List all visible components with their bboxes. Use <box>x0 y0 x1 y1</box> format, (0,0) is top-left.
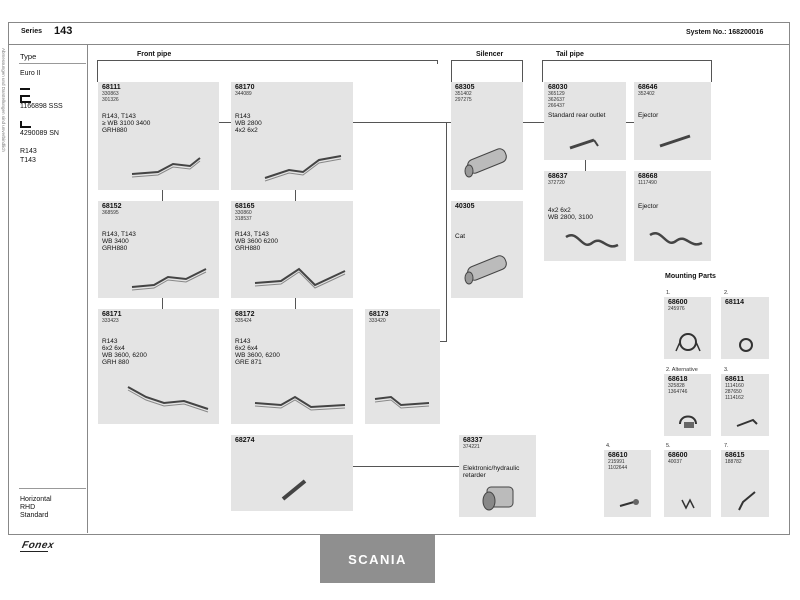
ref-number: 374221 <box>463 444 480 450</box>
part-desc: retarder <box>463 472 486 479</box>
ref-number: 333420 <box>369 318 386 324</box>
part-desc: GRH880 <box>235 245 261 252</box>
part-desc: WB 3600 6200 <box>235 238 279 245</box>
pipe-illustration <box>128 152 208 182</box>
ref-number: 40037 <box>668 459 682 465</box>
bracket-icon <box>733 414 761 432</box>
model-2: T143 <box>20 157 36 164</box>
part-desc: WB 2800, 3100 <box>548 214 593 221</box>
clip-icon <box>678 496 698 512</box>
part-number: 68170 <box>235 84 255 91</box>
part-number: 68600 <box>668 299 688 306</box>
part-68305[interactable] <box>451 82 523 190</box>
ref-number: 351402 <box>455 91 472 97</box>
ref-number: 287650 <box>725 389 742 395</box>
clamp-icon <box>674 410 702 434</box>
part-desc: WB 3400 <box>102 238 129 245</box>
part-desc: R143, T143 <box>102 113 136 120</box>
part-number: 40305 <box>455 203 475 210</box>
part-68030[interactable] <box>544 82 626 160</box>
part-number: 68274 <box>235 437 255 444</box>
euro-class: Euro II <box>20 70 41 77</box>
mount-index: 1. <box>666 290 671 296</box>
pipe-illustration <box>128 261 212 293</box>
ref-number: 368595 <box>102 210 119 216</box>
ref-number: 1364746 <box>668 389 688 395</box>
part-desc: GRH 880 <box>102 359 130 366</box>
part-desc: ≥ WB 3100 3400 <box>102 120 151 127</box>
tail-pipe-bracket <box>542 60 712 61</box>
part-68152[interactable] <box>98 201 219 298</box>
part-number: 68030 <box>548 84 568 91</box>
clamp-icon <box>674 329 702 355</box>
mount-68618[interactable] <box>664 374 711 436</box>
ref-number: 1117490 <box>638 180 657 186</box>
bottom-rule <box>19 488 86 489</box>
ejector-illustration <box>654 130 698 154</box>
part-40305[interactable] <box>451 201 523 298</box>
catalyst-illustration <box>457 251 519 291</box>
type-label: Type <box>20 52 37 61</box>
part-68173[interactable] <box>365 309 440 424</box>
front-pipe-bracket <box>97 60 437 61</box>
mount-index: 3. <box>724 367 729 373</box>
clamp-icon <box>733 335 759 355</box>
ejector-illustration <box>646 225 706 255</box>
section-tail-pipe: Tail pipe <box>556 51 584 58</box>
pipe-illustration <box>277 475 313 505</box>
header-rule <box>8 44 789 45</box>
part-desc: Ejector <box>638 203 659 210</box>
part-desc: 4x2 6x2 <box>548 207 571 214</box>
part-desc: R143 <box>102 338 118 345</box>
part-number: 68173 <box>369 311 389 318</box>
part-desc: GRH880 <box>102 245 128 252</box>
ref-number: 318537 <box>235 216 252 222</box>
part-number: 68152 <box>102 203 122 210</box>
series-label: Series <box>21 28 43 35</box>
system-number: System No.: 168200016 <box>686 29 764 36</box>
part-68668[interactable] <box>634 171 711 261</box>
part-desc: Elektronic/hydraulic <box>463 465 520 472</box>
part-68337[interactable] <box>459 435 536 517</box>
part-number: 68111 <box>102 84 121 91</box>
part-desc: Cat <box>455 233 466 240</box>
ref-number: 333423 <box>102 318 119 324</box>
ref-number: 245976 <box>668 306 685 312</box>
part-68165[interactable] <box>231 201 353 298</box>
ref-number: 1102644 <box>608 465 628 471</box>
retarder-illustration <box>477 481 521 515</box>
section-mounting-parts: Mounting Parts <box>665 273 716 280</box>
part-desc: R143 <box>235 338 251 345</box>
pipe-illustration <box>124 379 214 419</box>
sym-value-1: 1166898 SSS <box>20 103 63 110</box>
part-68170[interactable] <box>231 82 353 190</box>
part-68637[interactable] <box>544 171 626 261</box>
mount-68611[interactable] <box>721 374 769 436</box>
silencer-bracket <box>451 60 523 61</box>
pipe-illustration <box>261 148 347 184</box>
ref-number: 330863 <box>102 91 119 97</box>
part-number: 68668 <box>638 173 658 180</box>
ref-number: 1114160 <box>725 383 744 389</box>
pipe-illustration <box>251 389 351 415</box>
part-desc: 6x2 6x4 <box>102 345 125 352</box>
ref-number: 344089 <box>235 91 252 97</box>
part-68274[interactable] <box>231 435 353 511</box>
ref-number: 1114162 <box>725 395 744 401</box>
part-number: 68337 <box>463 437 483 444</box>
series-number: 143 <box>54 25 73 37</box>
tailpipe-illustration <box>564 132 604 156</box>
part-68171[interactable] <box>98 309 219 424</box>
ref-number: 330860 <box>235 210 252 216</box>
part-number: 68646 <box>638 84 658 91</box>
logo-underline <box>20 551 48 552</box>
part-68646[interactable] <box>634 82 711 160</box>
part-number: 68114 <box>725 299 745 306</box>
pipe-illustration <box>251 259 351 293</box>
brand-logo: Fonex <box>20 540 56 551</box>
drive-side: RHD <box>20 504 36 511</box>
part-desc: WB 3600, 6200 <box>235 352 280 359</box>
sidebar-divider <box>87 45 88 533</box>
mount-index: 5. <box>666 443 671 449</box>
part-desc: 6x2 6x4 <box>235 345 258 352</box>
part-number: 68611 <box>725 376 745 383</box>
ref-number: 335424 <box>235 318 252 324</box>
mount-index: 7. <box>724 443 729 449</box>
part-68111[interactable] <box>98 82 219 190</box>
pipe-illustration <box>371 387 435 415</box>
brand-banner <box>320 535 435 583</box>
part-desc: WB 3600, 6200 <box>102 352 147 359</box>
part-desc: GRH880 <box>102 127 128 134</box>
orientation: Horizontal <box>20 496 52 503</box>
ref-number: 215991 <box>608 459 625 465</box>
silencer-illustration <box>457 144 519 184</box>
mount-68610[interactable] <box>604 450 651 517</box>
ref-number: 362637 <box>548 97 565 103</box>
part-desc: R143 <box>235 113 251 120</box>
part-desc: R143, T143 <box>102 231 136 238</box>
part-number: 68637 <box>548 173 568 180</box>
mount-68615[interactable] <box>721 450 769 517</box>
part-number: 68172 <box>235 311 255 318</box>
section-silencer: Silencer <box>476 51 504 58</box>
hanger-icon <box>733 488 761 514</box>
part-68172[interactable] <box>231 309 353 424</box>
side-note: Abmessungen und Darstellungen sind unverbindlich <box>1 48 6 152</box>
part-number: 68600 <box>668 452 688 459</box>
mount-68600[interactable] <box>664 297 711 359</box>
part-number: 68618 <box>668 376 688 383</box>
part-desc: 4x2 6x2 <box>235 127 258 134</box>
part-desc: R143, T143 <box>235 231 269 238</box>
type-rule <box>19 63 86 64</box>
mount-68600-b[interactable] <box>664 450 711 517</box>
sym-value-2: 4290089 SN <box>20 130 59 137</box>
brand-name: SCANIA <box>348 551 407 567</box>
ref-number: 372720 <box>548 180 565 186</box>
part-desc: GRE 871 <box>235 359 262 366</box>
chassis-icon <box>20 96 31 103</box>
ref-number: 301326 <box>102 97 119 103</box>
ref-number: 325828 <box>668 383 685 389</box>
part-desc: WB 2800 <box>235 120 262 127</box>
mount-index: 2. Alternative <box>666 367 698 373</box>
part-desc: Standard rear outlet <box>548 112 606 119</box>
chassis-icon-2 <box>20 121 31 128</box>
variant: Standard <box>20 512 49 519</box>
ref-number: 188782 <box>725 459 742 465</box>
part-number: 68610 <box>608 452 628 459</box>
part-number: 68615 <box>725 452 745 459</box>
bolt-icon <box>616 496 642 512</box>
ref-number: 297275 <box>455 97 472 103</box>
mount-68114[interactable] <box>721 297 769 359</box>
part-number: 68171 <box>102 311 122 318</box>
mount-index: 2. <box>724 290 729 296</box>
part-desc: Ejector <box>638 112 659 119</box>
part-number: 68305 <box>455 84 475 91</box>
ref-number: 365129 <box>548 91 565 97</box>
tailpipe-illustration <box>562 227 622 257</box>
section-front-pipe: Front pipe <box>137 51 172 58</box>
mount-index: 4. <box>606 443 611 449</box>
part-number: 68165 <box>235 203 255 210</box>
ref-number: 352402 <box>638 91 655 97</box>
ref-number: 266437 <box>548 103 565 109</box>
model-1: R143 <box>20 148 37 155</box>
